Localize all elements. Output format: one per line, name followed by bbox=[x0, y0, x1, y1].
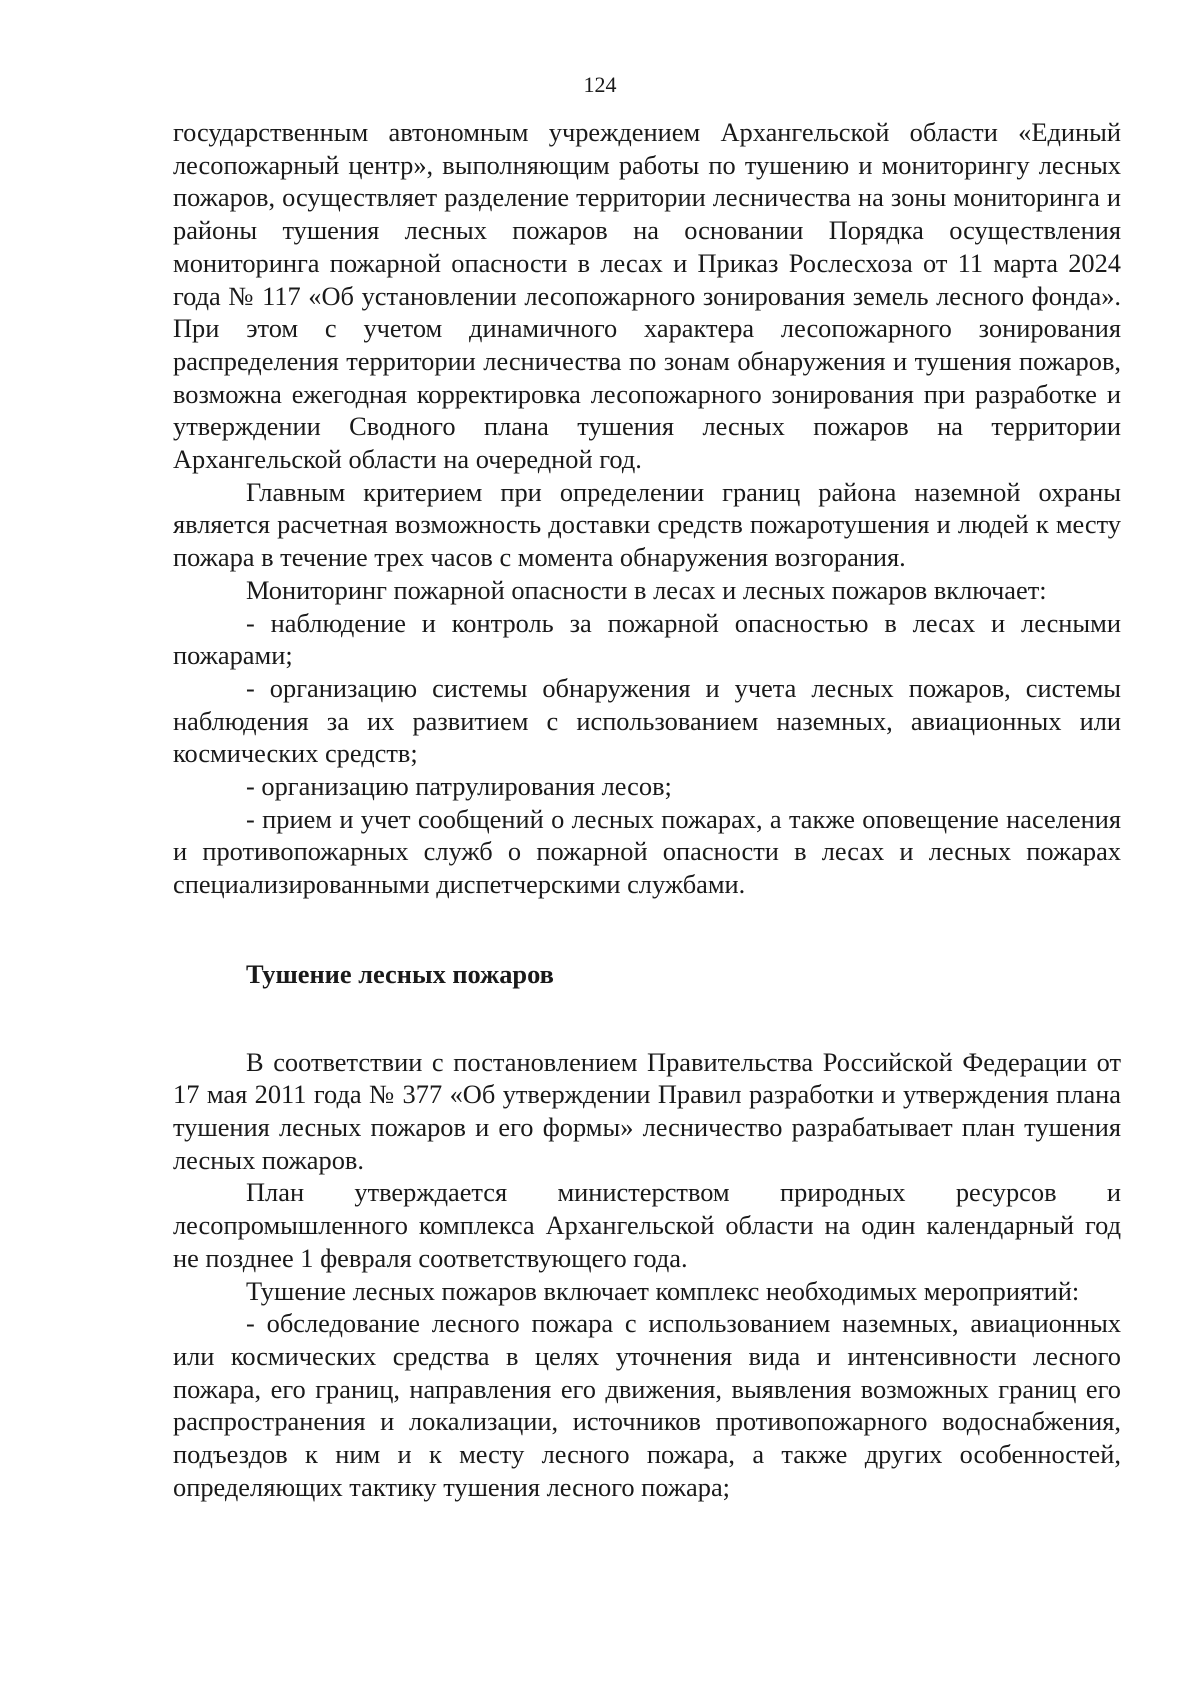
list-item-detection-system: - организацию системы обнаружения и учета лесных пожаров, системы наблюдения за их развитием с использованием наземных, авиационных или космических средств; bbox=[173, 672, 1121, 769]
list-item-inspection: - обследование лесного пожара с использованием наземных, авиационных или космических средства в целях уточнения вида и интенсивности лесного пожара, его границ, направления его движения, выявления возможных границ его распространения и локализации, источников противопожарного водоснабжения, подъездов к ним и к месту лесного пожара, а также других особенностей, определяющих тактику тушения лесного пожара; bbox=[173, 1308, 1121, 1502]
section-heading: Тушение лесных пожаров bbox=[246, 958, 554, 989]
list-item-patrolling: - организацию патрулирования лесов; bbox=[246, 771, 672, 802]
list-item-reports: - прием и учет сообщений о лесных пожарах, а также оповещение населения и противопожарных служб о пожарной опасности в лесах и лесных пожарах специализированными диспетчерскими службами. bbox=[173, 803, 1121, 900]
paragraph-regulation: В соответствии с постановлением Правительства Российской Федерации от 17 мая 2011 года № 377 «Об утверждении Правил разработки и утверждения плана тушения лесных пожаров и его формы» лесничество разрабатывает план тушения лесных пожаров. bbox=[173, 1046, 1121, 1175]
paragraph-criterion: Главным критерием при определении границ района наземной охраны является расчетная возможность доставки средств пожаротушения и людей к месту пожара в течение трех часов с момента обнаружения возгорания. bbox=[173, 476, 1121, 573]
paragraph-plan-approval: План утверждается министерством природных ресурсов и лесопромышленного комплекса Архангельской области на один календарный год не позднее 1 февраля соответствующего года. bbox=[173, 1177, 1121, 1273]
page-number: 124 bbox=[583, 72, 617, 97]
list-item-observation: - наблюдение и контроль за пожарной опасностью в лесах и лесными пожарами; bbox=[173, 607, 1121, 671]
paragraph-monitoring-intro: Мониторинг пожарной опасности в лесах и лесных пожаров включает: bbox=[246, 574, 1047, 605]
paragraph-suppression-intro: Тушение лесных пожаров включает комплекс необходимых мероприятий: bbox=[246, 1275, 1080, 1306]
page-content bbox=[173, 116, 1121, 1503]
paragraph-continuation: государственным автономным учреждением Архангельской области «Единый лесопожарный центр», выполняющим работы по тушению и мониторингу лесных пожаров, осуществляет разделение территории лесничества на зоны мониторинга и районы тушения лесных пожаров на основании Порядка осуществления мониторинга пожарной опасности в лесах и Приказ Рослесхоза от 11 марта 2024 года № 117 «Об установлении лесопожарного зонирования земель лесного фонда». При этом с учетом динамичного характера лесопожарного зонирования распределения территории лесничества по зонам обнаружения и тушения пожаров, возможна ежегодная корректировка лесопожарного зонирования при разработке и утверждении Сводного плана тушения лесных пожаров на территории Архангельской области на очередной год. bbox=[173, 117, 1121, 475]
